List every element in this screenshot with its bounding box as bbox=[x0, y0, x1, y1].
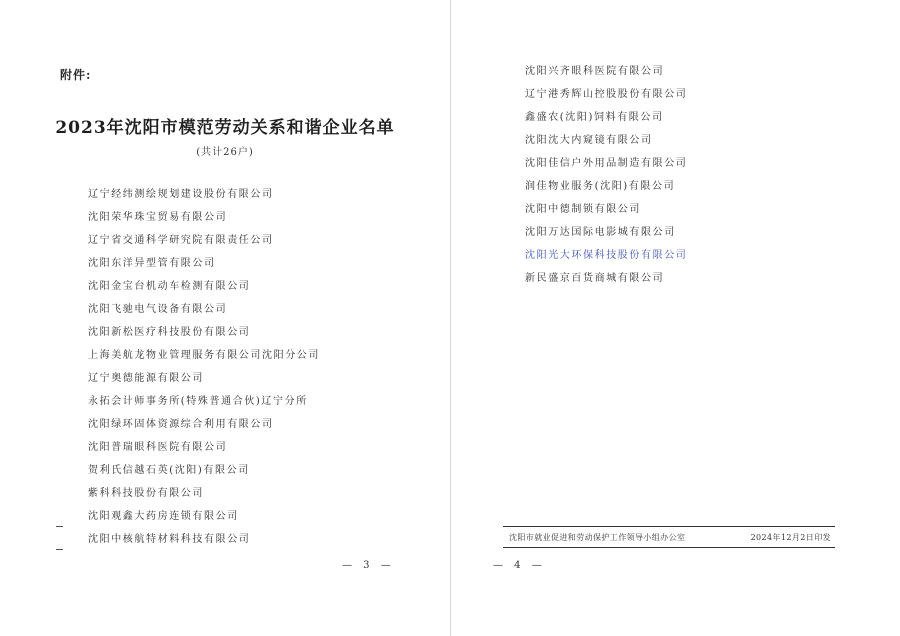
list-item: 辽宁省交通科学研究院有限责任公司 bbox=[88, 235, 274, 246]
company-list-left bbox=[88, 186, 320, 554]
list-item: 沈阳飞驰电气设备有限公司 bbox=[88, 304, 228, 315]
list-item: 辽宁奥德能源有限公司 bbox=[88, 373, 204, 384]
attachment-label: 附件: bbox=[60, 68, 92, 82]
list-item: 沈阳中核航特材料科技有限公司 bbox=[88, 534, 251, 545]
footer-rule-bottom bbox=[503, 547, 835, 548]
document-subtitle: (共计26户) bbox=[196, 147, 254, 158]
margin-mark bbox=[56, 526, 63, 527]
list-item: 贺利氏信越石英(沈阳)有限公司 bbox=[88, 465, 250, 476]
footer-date: 2024年12月2日印发 bbox=[750, 533, 831, 542]
margin-mark bbox=[56, 549, 63, 550]
list-item: 上海美航龙物业管理服务有限公司沈阳分公司 bbox=[88, 350, 320, 361]
list-item: 沈阳沈大内窥镜有限公司 bbox=[525, 135, 653, 146]
list-item: 辽宁经纬测绘规划建设股份有限公司 bbox=[88, 189, 274, 200]
list-item: 沈阳中德制锁有限公司 bbox=[525, 204, 641, 215]
list-item: 沈阳兴齐眼科医院有限公司 bbox=[525, 66, 665, 77]
list-item: 润佳物业服务(沈阳)有限公司 bbox=[525, 181, 676, 192]
list-item: 沈阳金宝台机动车检测有限公司 bbox=[88, 281, 251, 292]
footer-issuer: 沈阳市就业促进和劳动保护工作领导小组办公室 bbox=[509, 533, 686, 542]
list-item: 辽宁港秀辉山控股股份有限公司 bbox=[525, 89, 688, 100]
company-list-right bbox=[525, 63, 687, 293]
list-item: 永拓会计师事务所(特殊普通合伙)辽宁分所 bbox=[88, 396, 308, 407]
list-item: 沈阳荣华珠宝贸易有限公司 bbox=[88, 212, 228, 223]
page-number-left: — 3 — bbox=[342, 560, 395, 571]
list-item: 沈阳东洋异型管有限公司 bbox=[88, 258, 216, 269]
list-item: 沈阳新松医疗科技股份有限公司 bbox=[88, 327, 251, 338]
page-number-right: — 4 — bbox=[493, 560, 546, 571]
list-item: 沈阳观鑫大药房连锁有限公司 bbox=[88, 511, 239, 522]
list-item: 新民盛京百货商城有限公司 bbox=[525, 273, 665, 284]
document-title: 2023年沈阳市模范劳动关系和谐企业名单 bbox=[55, 118, 395, 138]
list-item: 沈阳普瑞眼科医院有限公司 bbox=[88, 442, 228, 453]
list-item: 沈阳万达国际电影城有限公司 bbox=[525, 227, 676, 238]
list-item: 沈阳佳信户外用品制造有限公司 bbox=[525, 158, 688, 169]
list-item: 沈阳绿环固体资源综合利用有限公司 bbox=[88, 419, 274, 430]
list-item: 鑫盛农(沈阳)饲料有限公司 bbox=[525, 112, 664, 123]
footer-rule-top bbox=[503, 526, 835, 527]
list-item-highlighted: 沈阳光大环保科技股份有限公司 bbox=[525, 250, 688, 261]
list-item: 紫科科技股份有限公司 bbox=[88, 488, 204, 499]
